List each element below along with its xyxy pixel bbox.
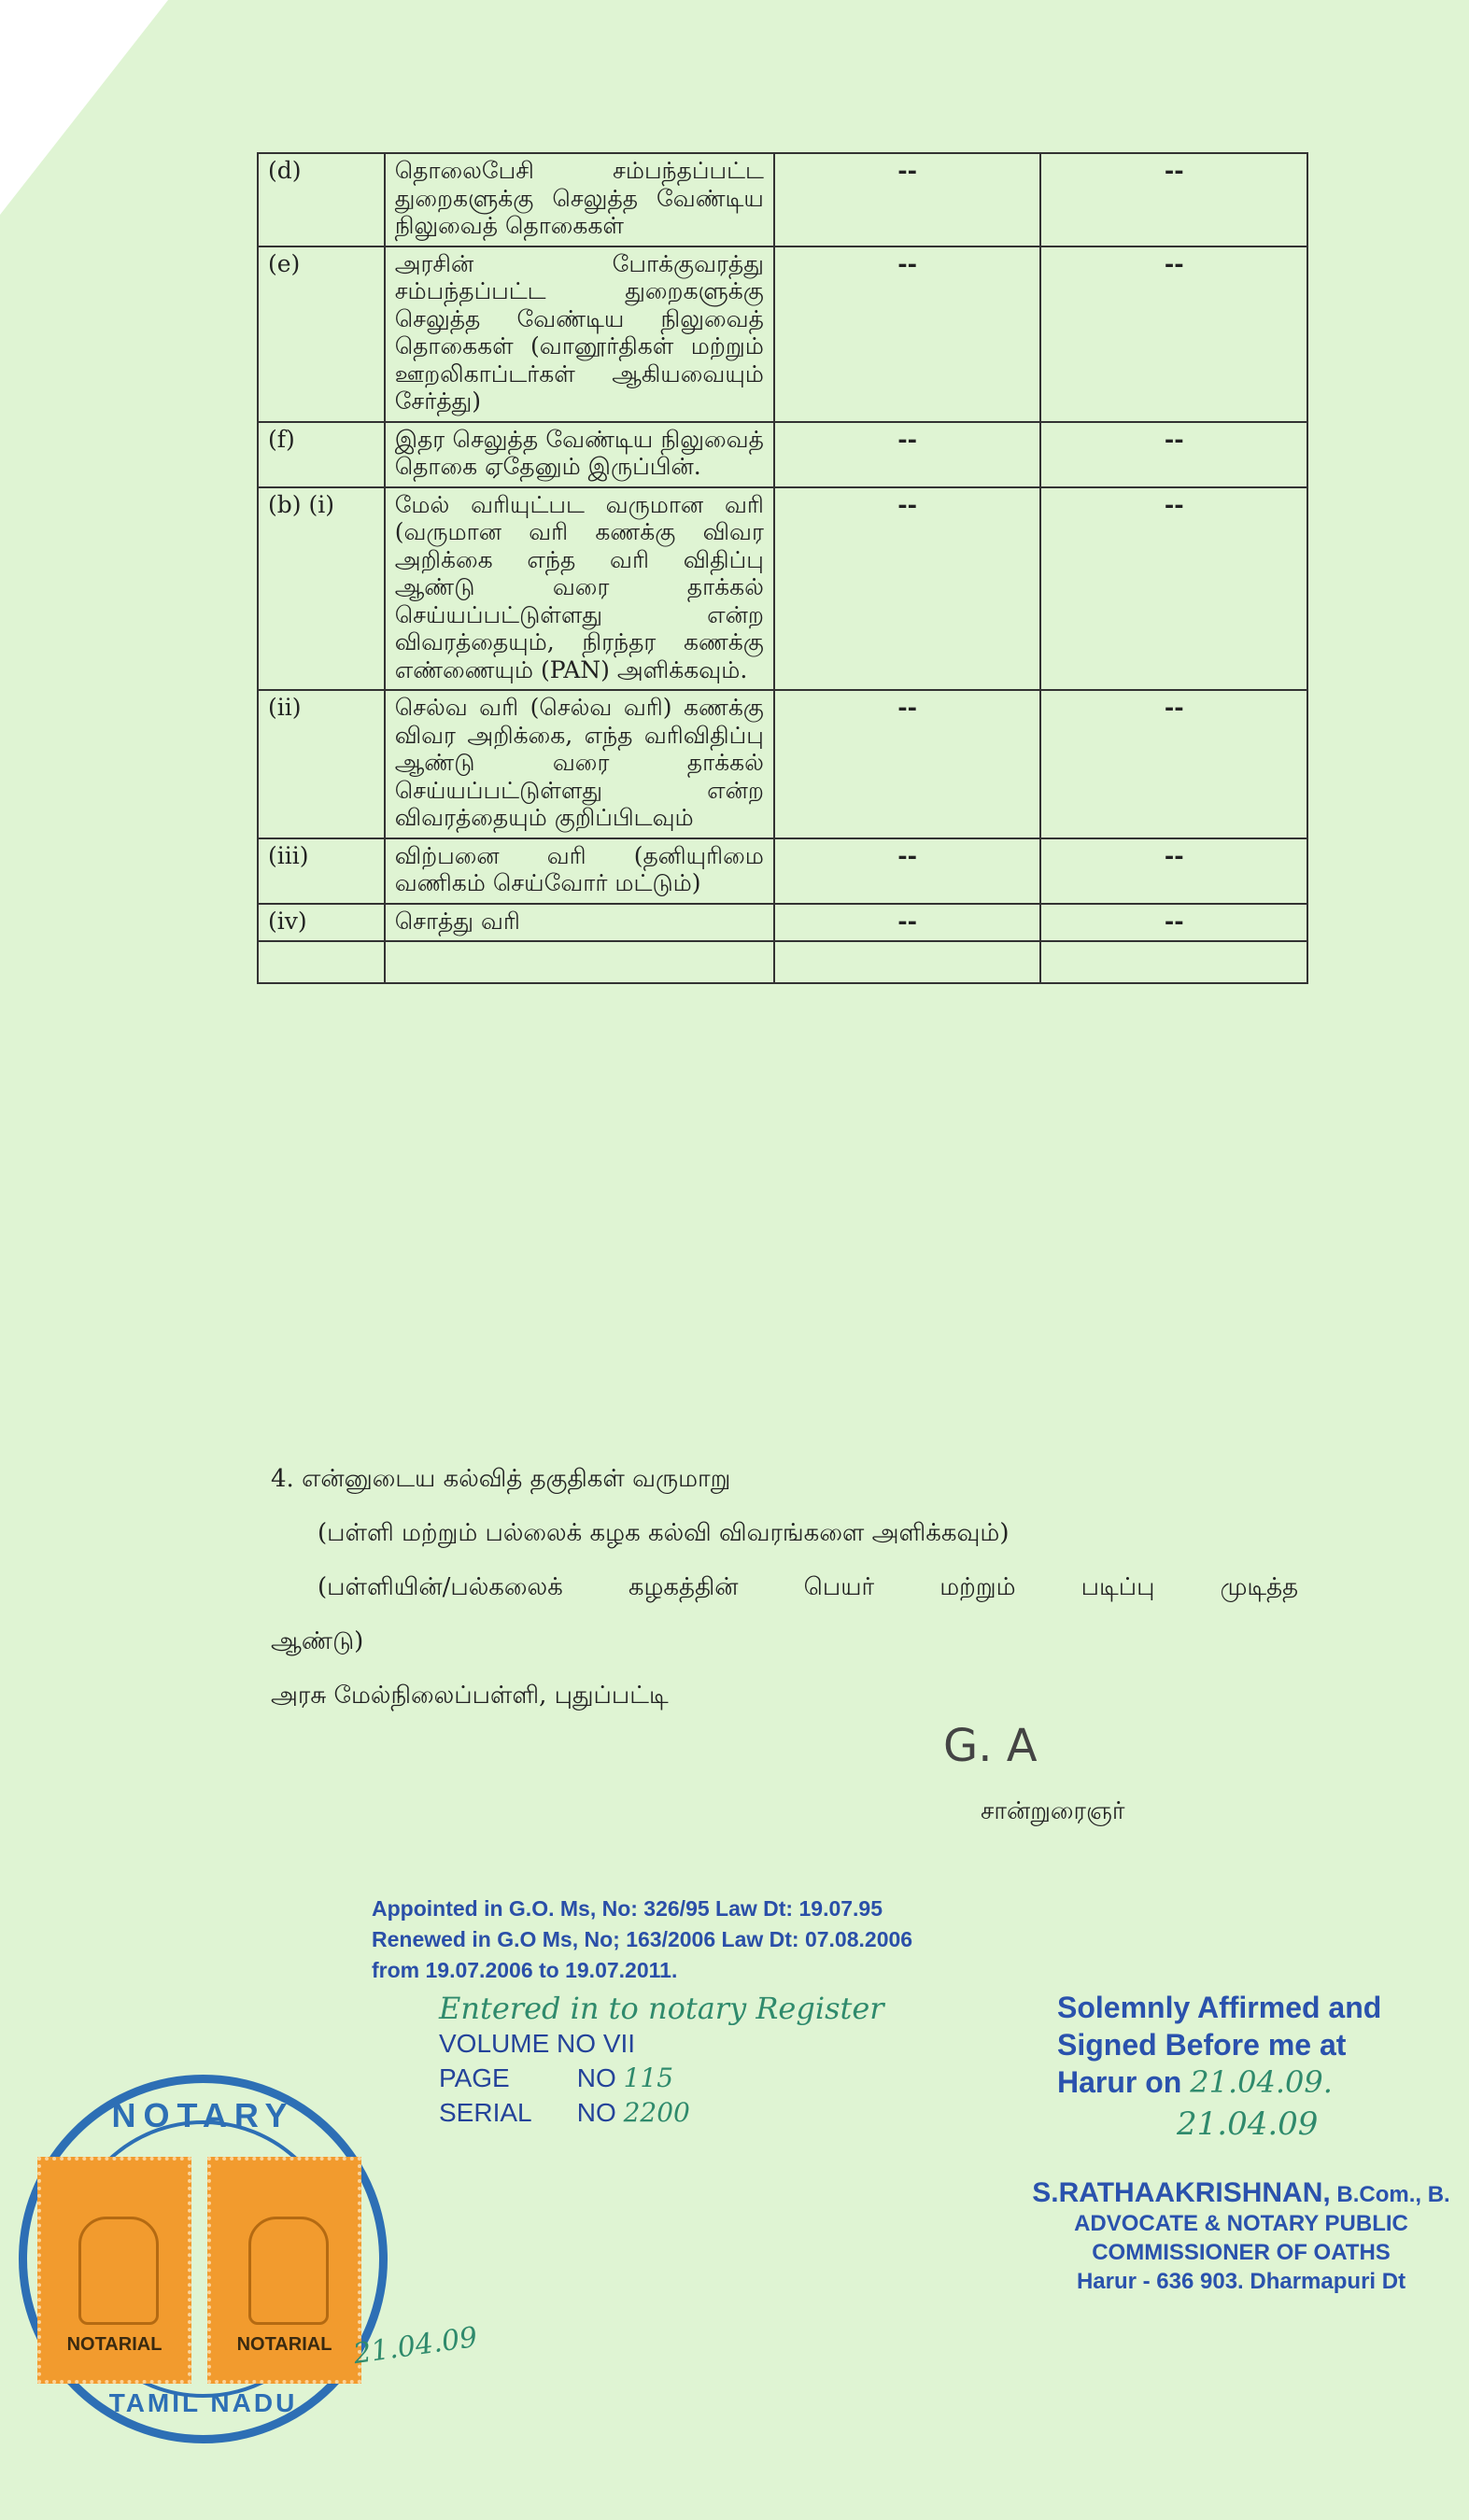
register-stamp [439, 1992, 884, 2130]
table-cell-val2: -- [1040, 422, 1307, 487]
table-row [258, 904, 1307, 942]
table-cell-val2: -- [1040, 690, 1307, 838]
table-row [258, 487, 1307, 691]
register-volume-label: VOLUME NO [439, 2029, 597, 2058]
register-serial-label: SERIAL [439, 2098, 532, 2127]
emblem-icon [248, 2217, 329, 2325]
register-page-row [439, 2061, 884, 2095]
appointment-stamp [372, 1894, 912, 1986]
register-volume-row [439, 2026, 884, 2061]
signature-mark: G. A [943, 1720, 1038, 1772]
table-cell-val1: -- [774, 422, 1041, 487]
table-cell-val2: -- [1040, 487, 1307, 691]
table-cell-val2: -- [1040, 904, 1307, 942]
register-page-no-label: NO [576, 2063, 616, 2092]
table-cell-empty [385, 941, 774, 983]
table-cell-label: (e) [258, 246, 385, 422]
liabilities-table [257, 152, 1308, 984]
advocate-line-1: ADVOCATE & NOTARY PUBLIC [1074, 2211, 1408, 2236]
notary-seal-bottom-text: TAMIL NADU [108, 2388, 298, 2417]
signer-label: சான்றுரைஞர் [981, 1797, 1125, 1825]
table-cell-label: (f) [258, 422, 385, 487]
register-entered-note: Entered in to notary Register [439, 1991, 884, 2026]
seal-signature-date: 21.04.09 [351, 2320, 480, 2372]
table-row [258, 153, 1307, 246]
table-cell-val2: -- [1040, 246, 1307, 422]
notarial-stamp-label: NOTARIAL [66, 2334, 162, 2355]
education-heading: 4. என்னுடைய கல்வித் தகுதிகள் வருமாறு [271, 1465, 731, 1493]
advocate-name-row [1013, 2178, 1469, 2209]
table-cell-val2: -- [1040, 153, 1307, 246]
appointment-line-1: Appointed in G.O. Ms, No: 326/95 Law Dt: 19.07.95 [372, 1896, 883, 1921]
table-cell-val1: -- [774, 838, 1041, 904]
education-line-1: (பள்ளி மற்றும் பல்லைக் கழக கல்வி விவரங்களை அளிக்கவும்) [318, 1519, 1010, 1547]
table-cell-desc: செல்வ வரி (செல்வ வரி) கணக்கு விவர அறிக்கை, எந்த வரிவிதிப்பு ஆண்டு வரை தாக்கல் செய்யப்பட்டுள்ளது என்ற விவரத்தையும் குறிப்பிடவும் [385, 690, 774, 838]
table-cell-val1: -- [774, 487, 1041, 691]
notary-seal-top-text: NOTARY [111, 2096, 295, 2134]
table-cell-val2: -- [1040, 838, 1307, 904]
table-row [258, 246, 1307, 422]
register-serial-value: 2200 [623, 2097, 690, 2128]
table-cell-desc: இதர செலுத்த வேண்டிய நிலுவைத் தொகை ஏதேனும் இருப்பின். [385, 422, 774, 487]
appointment-line-2: Renewed in G.O Ms, No; 163/2006 Law Dt: 07.08.2006 [372, 1927, 913, 1951]
table-cell-desc: மேல் வரியுட்பட வருமான வரி (வருமான வரி கணக்கு விவர அறிக்கை எந்த வரி விதிப்பு ஆண்டு வரை தாக்கல் செய்யப்பட்டுள்ளது என்ற விவரத்தையும், நிரந்தர கணக்கு எண்ணையும் (PAN) அளிக்கவும். [385, 487, 774, 691]
affirmation-date: 21.04.09. [1190, 2064, 1333, 2100]
table-cell-label: (iii) [258, 838, 385, 904]
affirmation-line-1: Solemnly Affirmed and [1057, 1991, 1382, 2024]
table-cell-empty [774, 941, 1041, 983]
notarial-stamp-1 [37, 2157, 191, 2384]
advocate-line-2: COMMISSIONER OF OATHS [1092, 2240, 1391, 2265]
page-corner-fold [0, 0, 168, 215]
advocate-signature-date: 21.04.09 [1177, 2105, 1319, 2143]
advocate-name: S.RATHAAKRISHNAN, [1032, 2177, 1331, 2208]
table-cell-label: (iv) [258, 904, 385, 942]
advocate-stamp [1013, 2178, 1469, 2296]
register-page-value: 115 [623, 2062, 674, 2093]
table-cell-desc: அரசின் போக்குவரத்து சம்பந்தப்பட்ட துறைகளுக்கு செலுத்த வேண்டிய நிலுவைத் தொகைகள் (வானூர்திகள் மற்றும் ஊறலிகாப்டர்கள் ஆகியவையும் சேர்த்து) [385, 246, 774, 422]
table-row [258, 838, 1307, 904]
table-cell-label: (d) [258, 153, 385, 246]
affirmation-line-3 [1057, 2063, 1381, 2101]
table-cell-desc: சொத்து வரி [385, 904, 774, 942]
table-cell-empty [1040, 941, 1307, 983]
table-cell-val1: -- [774, 246, 1041, 422]
notarial-stamp-label: NOTARIAL [236, 2334, 332, 2355]
notarial-stamp-2 [207, 2157, 361, 2384]
table-cell-val1: -- [774, 153, 1041, 246]
affirmation-place: Harur on [1057, 2065, 1182, 2099]
table-cell-val1: -- [774, 690, 1041, 838]
education-school: அரசு மேல்நிலைப்பள்ளி, புதுப்பட்டி [271, 1682, 669, 1710]
emblem-icon [78, 2217, 159, 2325]
table-cell-label: (b) (i) [258, 487, 385, 691]
affirmation-stamp [1057, 1989, 1381, 2101]
table-cell-empty [258, 941, 385, 983]
register-volume-value: VII [602, 2029, 636, 2058]
table-cell-desc: தொலைபேசி சம்பந்தப்பட்ட துறைகளுக்கு செலுத்த வேண்டிய நிலுவைத் தொகைகள் [385, 153, 774, 246]
advocate-degree: B.Com., B. [1336, 2182, 1450, 2207]
education-line-2a: (பள்ளியின்/பல்கலைக் கழகத்தின் பெயர் மற்றும் படிப்பு முடித்த [318, 1573, 1298, 1601]
advocate-line-3: Harur - 636 903. Dharmapuri Dt [1076, 2269, 1406, 2294]
appointment-line-3: from 19.07.2006 to 19.07.2011. [372, 1958, 678, 1982]
register-serial-row [439, 2095, 884, 2130]
education-section [271, 1452, 1298, 1723]
table-row-empty [258, 941, 1307, 983]
table-cell-label: (ii) [258, 690, 385, 838]
table-row [258, 422, 1307, 487]
table-cell-val1: -- [774, 904, 1041, 942]
register-page-label: PAGE [439, 2063, 510, 2092]
affirmation-line-2: Signed Before me at [1057, 2028, 1347, 2062]
table-row [258, 690, 1307, 838]
table-cell-desc: விற்பனை வரி (தனியுரிமை வணிகம் செய்வோர் மட்டும்) [385, 838, 774, 904]
register-serial-no-label: NO [576, 2098, 616, 2127]
education-line-2b: ஆண்டு) [271, 1627, 364, 1655]
